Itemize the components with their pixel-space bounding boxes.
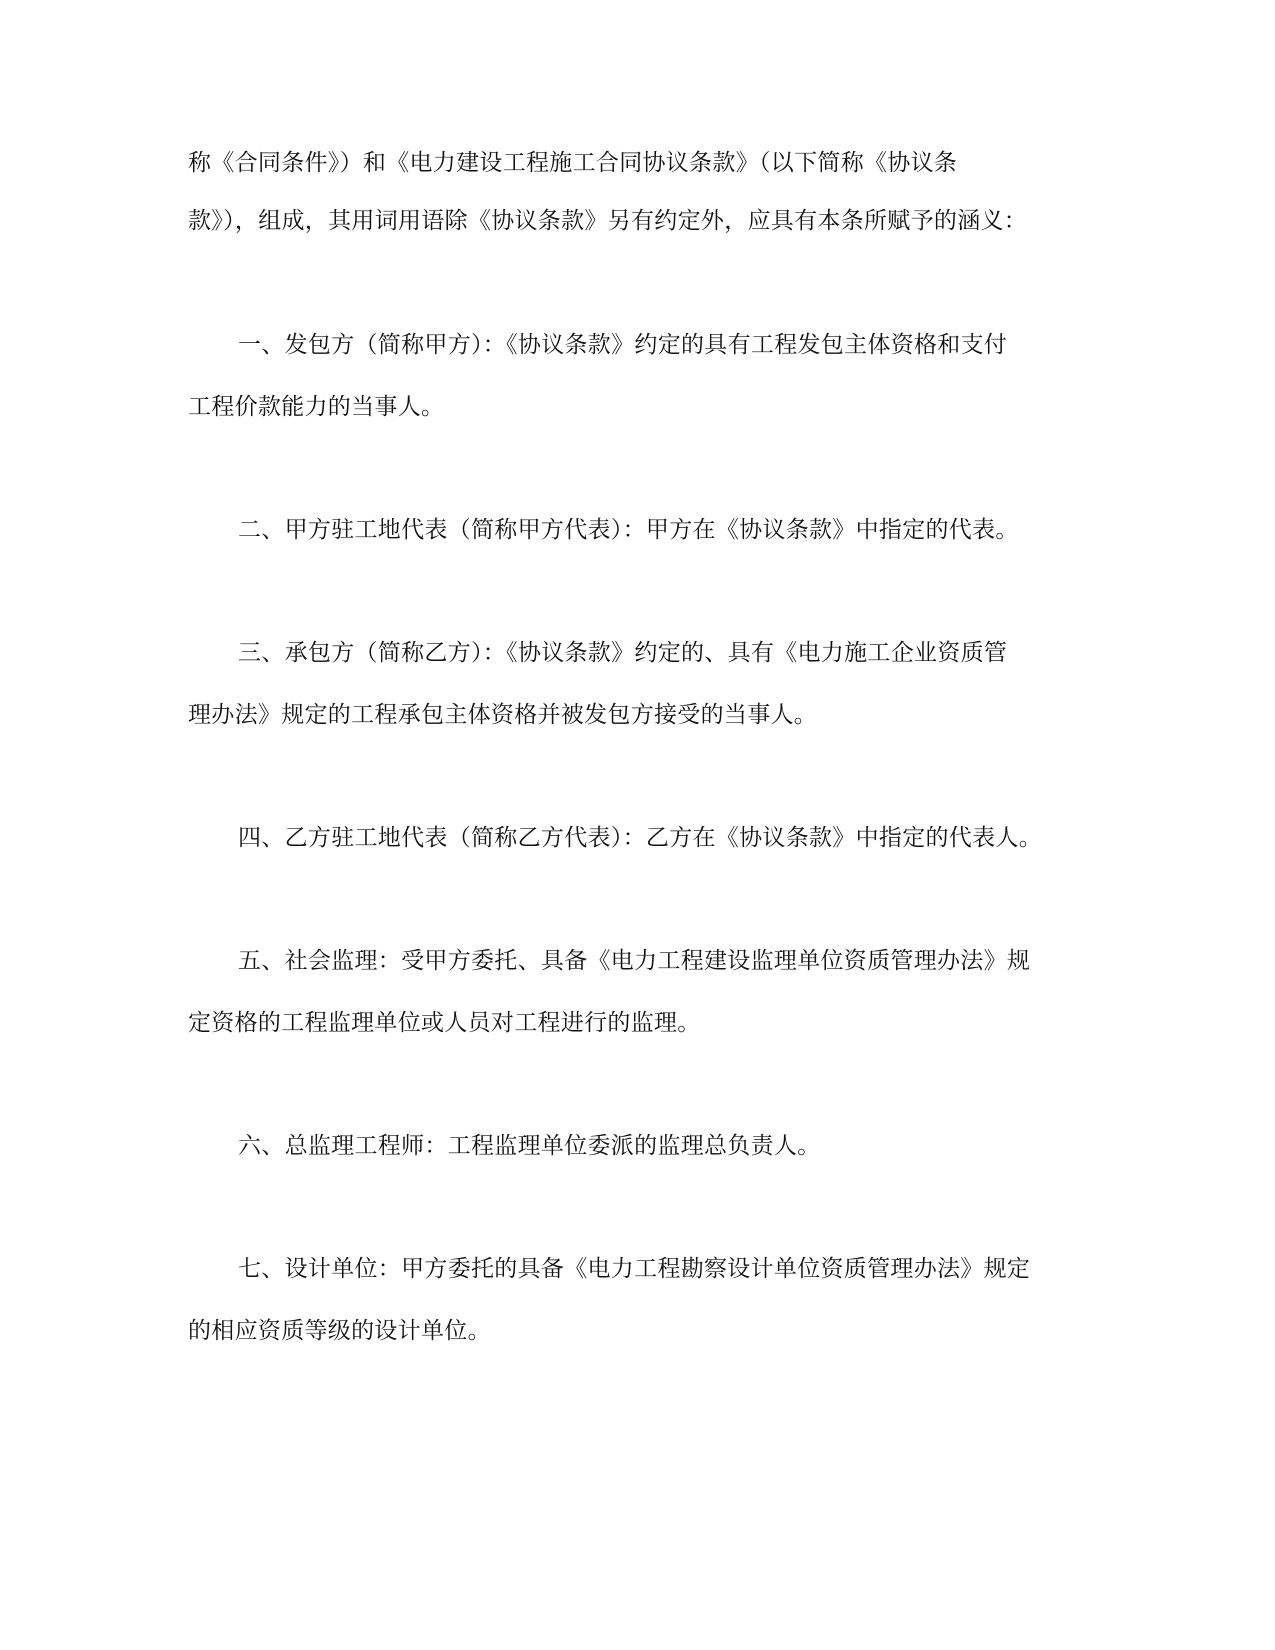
clause-1-line-2: 工程价款能力的当事人。: [188, 394, 445, 420]
intro-line-2: 款》），组成，其用词用语除《协议条款》另有约定外，应具有本条所赋予的涵义：: [188, 208, 1028, 234]
clause-3-line-2: 理办法》规定的工程承包主体资格并被发包方接受的当事人。: [188, 702, 818, 728]
clause-1-line-1: 一、发包方（简称甲方）：《协议条款》约定的具有工程发包主体资格和支付: [238, 332, 1008, 358]
clause-3-line-1: 三、承包方（简称乙方）：《协议条款》约定的、具有《电力施工企业资质管: [238, 640, 1008, 666]
clause-7-line-1: 七、设计单位：甲方委托的具备《电力工程勘察设计单位资质管理办法》规定: [238, 1256, 1031, 1282]
clause-5-line-2: 定资格的工程监理单位或人员对工程进行的监理。: [188, 1010, 701, 1036]
clause-5-line-1: 五、社会监理：受甲方委托、具备《电力工程建设监理单位资质管理办法》规: [238, 948, 1031, 974]
clause-4-line-1: 四、乙方驻工地代表（简称乙方代表）：乙方在《协议条款》中指定的代表人。: [238, 825, 1042, 851]
intro-line-1: 称《合同条件》）和《电力建设工程施工合同协议条款》（以下简称《协议条: [188, 150, 958, 176]
clause-6-line-1: 六、总监理工程师：工程监理单位委派的监理总负责人。: [238, 1133, 821, 1159]
clause-2-line-1: 二、甲方驻工地代表（简称甲方代表）：甲方在《协议条款》中指定的代表。: [238, 517, 1019, 543]
clause-7-line-2: 的相应资质等级的设计单位。: [188, 1318, 491, 1344]
